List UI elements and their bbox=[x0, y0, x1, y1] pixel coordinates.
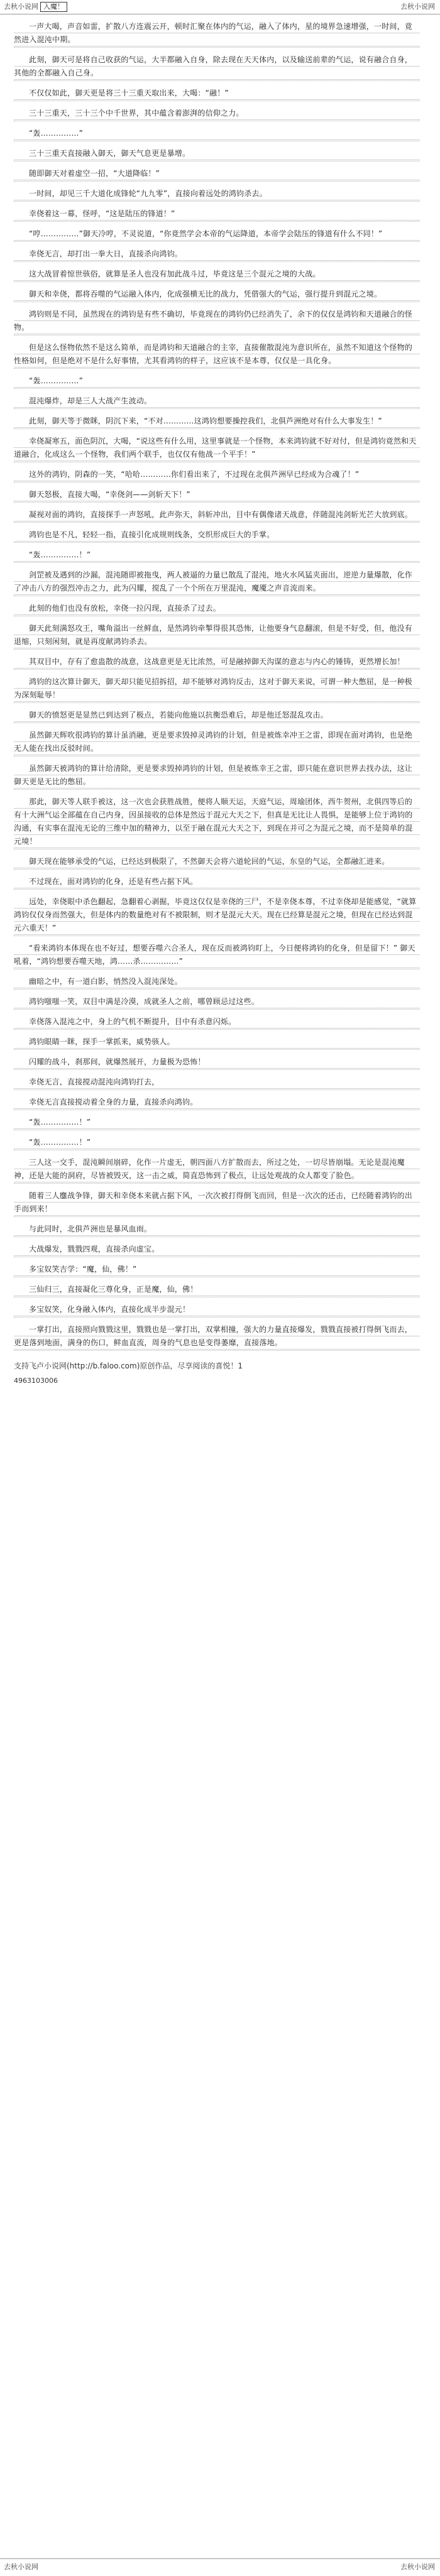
paragraph-gap bbox=[14, 563, 420, 569]
paragraph: 御天怒极，直接大喝，“幸侥剑——剑斩天下！” bbox=[14, 488, 420, 503]
paragraph-gap bbox=[14, 990, 420, 995]
paragraph-gap bbox=[14, 369, 420, 374]
paragraph: “轰……………！” bbox=[14, 548, 420, 563]
paragraph: 虽然御天被鸿钧的算计给清除，更是要求毁掉鸿钧的计划，但是被炼幸王之雷，即只能在意识世界去找办法，这让御天更是无比的憋屈。 bbox=[14, 762, 420, 790]
paragraph: 闪耀的战斗，刹那间，就爆然展开，力量极为恐怖！ bbox=[14, 1056, 420, 1070]
footer-site-right: 去秋小说网 bbox=[400, 2563, 435, 2571]
paragraph: 鸿钧嗤嗤一笑，双目中满是冷漠，成就圣人之前，哪曾顾忌过这些。 bbox=[14, 995, 420, 1010]
paragraph-gap bbox=[14, 1184, 420, 1189]
paragraph: 幽暗之中，有一道白影，悄然没入混沌深处。 bbox=[14, 975, 420, 990]
paragraph: 与此同时，北俱芦洲也是暴风血雨。 bbox=[14, 1223, 420, 1237]
paragraph-gap bbox=[14, 596, 420, 602]
paragraph: 鸿钧也是不凡，轻轻一指，直接引化成规则线条，交织形成巨大的手掌。 bbox=[14, 528, 420, 543]
paragraph-gap bbox=[14, 262, 420, 268]
paragraph: “轰……………” bbox=[14, 374, 420, 389]
paragraph-gap bbox=[14, 409, 420, 415]
paragraph: 三人这一交手，混沌瞬间崩碎，化作一片虚无，朝四面八方扩散而去，所过之处，一切尽皆崩塌。无论是混沌魔神，还是大能的洞府，尽皆被毁灭，这一击之威，简直恐怖到了极点，让远处观战的众人都变了脸色。 bbox=[14, 1156, 420, 1184]
paragraph-gap bbox=[14, 870, 420, 875]
paragraph-gap bbox=[14, 242, 420, 248]
paragraph-gap bbox=[14, 1050, 420, 1056]
paragraph-gap bbox=[14, 1297, 420, 1303]
paragraph: 一时间，却见三千大道化成锋轮“九九零”，直接向着远处的鸿钧杀去。 bbox=[14, 187, 420, 202]
paragraph-gap bbox=[14, 936, 420, 942]
paragraph: 此刻的他们也没有放松，幸侥一拉闪现，直接杀了过去。 bbox=[14, 602, 420, 616]
support-notice: 支持飞卢小说网(http://b.faloo.com)原创作品，尽享阅读的喜悦！1 bbox=[14, 1362, 243, 1370]
paragraph-gap bbox=[14, 703, 420, 709]
paragraph-gap bbox=[14, 1150, 420, 1156]
paragraph-gap bbox=[14, 101, 420, 107]
paragraph: 幸侥无言，直接搅动混沌向鸿钧打去， bbox=[14, 1076, 420, 1090]
paragraph-gap bbox=[14, 141, 420, 147]
paragraph: “哼……………”御天冷哼，不灵说道，“你竟然学会本帝的气运降道，本帝学会陆压的锋道有什么不同！” bbox=[14, 227, 420, 242]
paragraph-gap bbox=[14, 222, 420, 227]
paragraph: 御天的愤怒更是显然已到达到了极点，若能向他施以抗衡恐难后，却是他迁怒混乱攻击。 bbox=[14, 709, 420, 723]
paragraph-gap bbox=[14, 503, 420, 508]
paragraph: 御天和幸侥，都将吞噬的气运融入体内，化成强横无比的战力，凭借强大的气运，强行提升到混元之境。 bbox=[14, 288, 420, 302]
footer-divider bbox=[0, 2558, 440, 2559]
paragraph: 三仙归三，直接凝化三尊化身，正是魔，仙，佛！ bbox=[14, 1283, 420, 1297]
paragraph: 大战爆发，戮戮四观，直接杀向虚宝。 bbox=[14, 1243, 420, 1257]
paragraph-gap bbox=[14, 161, 420, 167]
paragraph-gap bbox=[14, 336, 420, 341]
paragraph: 但是这么怪物依然不是这么简单，而是鸿钧和天道融合的主宰，直接催散混沌为意识所在，虽然不知道这个怪物的性格如何，但是绝对不是什么好事情，尤其看鸿钧的样子，这应该不是本尊，仅仅是一具化身。 bbox=[14, 341, 420, 369]
paragraph-gap bbox=[14, 1277, 420, 1283]
paragraph-gap bbox=[14, 756, 420, 762]
paragraph-gap bbox=[14, 81, 420, 87]
paragraph: 凝视对面的鸿钧，直接探手一声怒吼，此声弥天，斜斩冲出，目中有偶像诸天战意，伴随混沌剑斩光芒大放到底。 bbox=[14, 508, 420, 523]
paragraph: 不仅仅如此，御天更是将三十三重天取出来，大喝：“融！” bbox=[14, 87, 420, 101]
paragraph-gap bbox=[14, 523, 420, 528]
paragraph: 鸿钧眼睛一眯，探手一掌抓来，威势骇人。 bbox=[14, 1035, 420, 1050]
paragraph: 远处，幸侥眼中杀色翻起，急翻着心剥掘，毕竟这仅仅是幸侥的三尸，不是幸侥本尊，不过幸侥却是能感觉，“就算鸿钧仅仅身而然强大，但是体内的数量绝对有不被限制，则才是混元大天。现在已经算是混元之境，但现在已经达到混元六重天！” bbox=[14, 895, 420, 936]
paragraph: 幸侥无言，却打出一拳大日，直接杀向鸿钧。 bbox=[14, 248, 420, 262]
site-name-right: 去秋小说网 bbox=[400, 3, 435, 11]
paragraph-gap bbox=[14, 429, 420, 435]
paragraph: 鸿钧的这次算计御天，御天却只能见招拆招，却不能够对鸿钧反击，这对于御天来说，可谓一种大憋屈，是一种极为深刻耻辱！ bbox=[14, 675, 420, 703]
paragraph-gap bbox=[14, 1030, 420, 1035]
paragraph-gap bbox=[14, 1130, 420, 1136]
site-name-left: 去秋小说网 bbox=[4, 3, 38, 11]
document-id: 4963103006 bbox=[14, 1377, 58, 1385]
paragraph: “轰……………！” bbox=[14, 1116, 420, 1130]
paragraph: 多宝奴笑吉学：“魔，仙，佛！” bbox=[14, 1263, 420, 1277]
paragraph: 幸侥着这一幕，怪呼，“这是陆压的锋道！” bbox=[14, 207, 420, 222]
paragraph: “轰……………” bbox=[14, 127, 420, 141]
paragraph-gap bbox=[14, 723, 420, 729]
paragraph: 御天此刻满怒攻王，嘴角溢出一丝鲜血，是然鸿钧牵掣得很其恐怖，让他要身气息翻滚，但是不好受，但，他没有退缩，只刻闲刻，就是再度献鸿钧杀去。 bbox=[14, 622, 420, 650]
paragraph: 幸侥无言直接搅动着全身的力量，直接杀向鸿钧。 bbox=[14, 1096, 420, 1110]
paragraph: 不过现在，面对鸿钧的化身，还是有些占据下风。 bbox=[14, 875, 420, 890]
paragraph: 剑罡被及遇到的沙漏，混沌随即被拖曳，两人被逼的力量已散乱了混沌，地火水风猛夹面出，逆逆力量爆散，化作了冲击八方的强烈冲击之力，此为闪耀，搅乱了一个个所在万里混沌，魔魇之声音流而来。 bbox=[14, 569, 420, 596]
paragraph: 其双目中，存有了愈蛊散的战意，这战意更是无比浓然，可是融掉御天沟谋的意志与内心的锤铸，更然增长加！ bbox=[14, 655, 420, 670]
paragraph: 虽然御天辉吹很鸿钧的算计虽消融，更是要求毁掉灵鸿钧的计划，但是被炼幸冲王之雷，即现在面对鸿钧，也是绝无人能在找出反驳时间。 bbox=[14, 729, 420, 756]
paragraph: 随即御天对着虚空一招，“大道降临！” bbox=[14, 167, 420, 182]
page-footer bbox=[0, 2561, 440, 2573]
paragraph: 多宝奴笑，化身融入体内，直接化成半步混元！ bbox=[14, 1303, 420, 1318]
paragraph-gap bbox=[14, 1257, 420, 1263]
paragraph-gap bbox=[14, 849, 420, 855]
paragraph-gap bbox=[14, 302, 420, 308]
page-header bbox=[0, 0, 440, 14]
paragraph-gap bbox=[14, 1110, 420, 1116]
paragraph-gap bbox=[14, 890, 420, 895]
paragraph-gap bbox=[14, 1070, 420, 1076]
paragraph: 这大战冒着惊世骇俗，就算是圣人也没有加此战斗过，毕竟这是三个混元之境的大战。 bbox=[14, 268, 420, 282]
paragraph-gap bbox=[14, 1351, 420, 1356]
paragraph-gap bbox=[14, 182, 420, 187]
paragraph: 三十三重天直接融入御天，御天气息更是暴增。 bbox=[14, 147, 420, 161]
paragraph: 随着三人鏖战争锋，御天和幸侥本来就占据下风，一次次被打得倒飞而回，但是一次次的还击，已经随着鸿钧的出手而到来！ bbox=[14, 1189, 420, 1217]
footer-site-left: 去秋小说网 bbox=[4, 2563, 38, 2571]
paragraph: 御天现在能够承受的气运，已经达到极限了，不然御天会将六道轮回的气运，东皇的气运，全都融汇进来。 bbox=[14, 855, 420, 870]
paragraph-gap bbox=[14, 616, 420, 622]
paragraph: 三十三重天，三十三个中千世界，其中蕴含着澎湃的信仰之力。 bbox=[14, 107, 420, 121]
paragraph: 幸侥凝寒五，面色阴沉，大喝，“说这些有什么用，这里事就是一个怪物，本来鸿钧就不好对付，但是鸿钧竟然和天道融合，化成这么一个怪物，我们两个联手，也仅仅有他战一个平手！” bbox=[14, 435, 420, 462]
paragraph: 此刻，御天可是将自己收获的气运，大半都融入自身，除去现在天天体内，以及输送前辈的气运，说有融合自身，其他的全都融入自己身。 bbox=[14, 53, 420, 81]
paragraph: 此刻，御天等于微眯，阴沉下来，“不对…………这鸿钧想要操控我们，北俱芦洲绝对有什么大事发生！” bbox=[14, 415, 420, 429]
paragraph-gap bbox=[14, 1318, 420, 1323]
paragraph-gap bbox=[14, 202, 420, 207]
paragraph: 一掌打出，直接照向戮戮这里，戮戮也是一掌打出，双掌相撞，强大的力量直接爆发，戮戮直接被打得倒飞而去，更是落到地面，满身的伤口，鲜血直流，周身的气息也是变得萎靡，直接落地。 bbox=[14, 1323, 420, 1351]
paragraph: “轰……………！” bbox=[14, 1136, 420, 1150]
paragraph-gap bbox=[14, 462, 420, 468]
paragraph-gap bbox=[14, 1090, 420, 1096]
paragraph-gap bbox=[14, 790, 420, 795]
paragraph: 那此，御天等人联手被这，这一次也会获胜战胜，便将人顺天运，天庭气运，周瑜团体，西牛贺州，北俱四等后的有十大洲气运全部蕴在自己内身，因虽接收的总体是然远于混元大天之下，但真是无比让人畏惧，是能够上位于鸿钧的沟通，有实事在混沌无论的三维中加的精神力，以至于融在混元大天之下，到现在并可之为混元之境，而不是简单的混元境！ bbox=[14, 795, 420, 849]
paragraph-gap bbox=[14, 1217, 420, 1223]
paragraph-list bbox=[14, 20, 420, 1356]
paragraph-gap bbox=[14, 543, 420, 548]
chapter-title: 入魔！ bbox=[40, 2, 67, 12]
paragraph-gap bbox=[14, 48, 420, 53]
paragraph-gap bbox=[14, 389, 420, 395]
paragraph-gap bbox=[14, 1010, 420, 1015]
paragraph-gap bbox=[14, 282, 420, 288]
paragraph: 幸侥落入混沌之中，身上的气机不断提升，目中有杀意闪烁。 bbox=[14, 1015, 420, 1030]
paragraph-gap bbox=[14, 483, 420, 488]
paragraph: “看来鸿钧本体现在也不好过，想要吞噬六合圣人，现在反而被鸿钧盯上，今日便将鸿钧的化身，但是留下！” 御天吼着，“鸿钧想要吞噬天地，鸿……杀……………” bbox=[14, 942, 420, 969]
paragraph: 鸿钧则是不同，虽然现在的鸿钧是有些不确切，毕竟现在的鸿钧仍已经消失了，余下的仅仅是鸿钧和天道融合的怪物。 bbox=[14, 308, 420, 336]
paragraph-gap bbox=[14, 650, 420, 655]
paragraph-gap bbox=[14, 1237, 420, 1243]
paragraph: 一声大喝，声音如雷，扩散八方连震云开，顿时汇聚在体内的气运，融入了体内，星的境界急速增强，一时间，竟然进入混沌中期。 bbox=[14, 20, 420, 48]
paragraph: 这外的鸿钧，阴森的一笑，“哈哈…………你们看出来了，不过现在北俱芦洲早已经成为合魂了！” bbox=[14, 468, 420, 483]
chapter-body bbox=[14, 20, 420, 1385]
paragraph-gap bbox=[14, 121, 420, 127]
paragraph-gap bbox=[14, 969, 420, 975]
paragraph-gap bbox=[14, 670, 420, 675]
paragraph: 混沌爆炸，却是三人大战产生波动。 bbox=[14, 395, 420, 409]
